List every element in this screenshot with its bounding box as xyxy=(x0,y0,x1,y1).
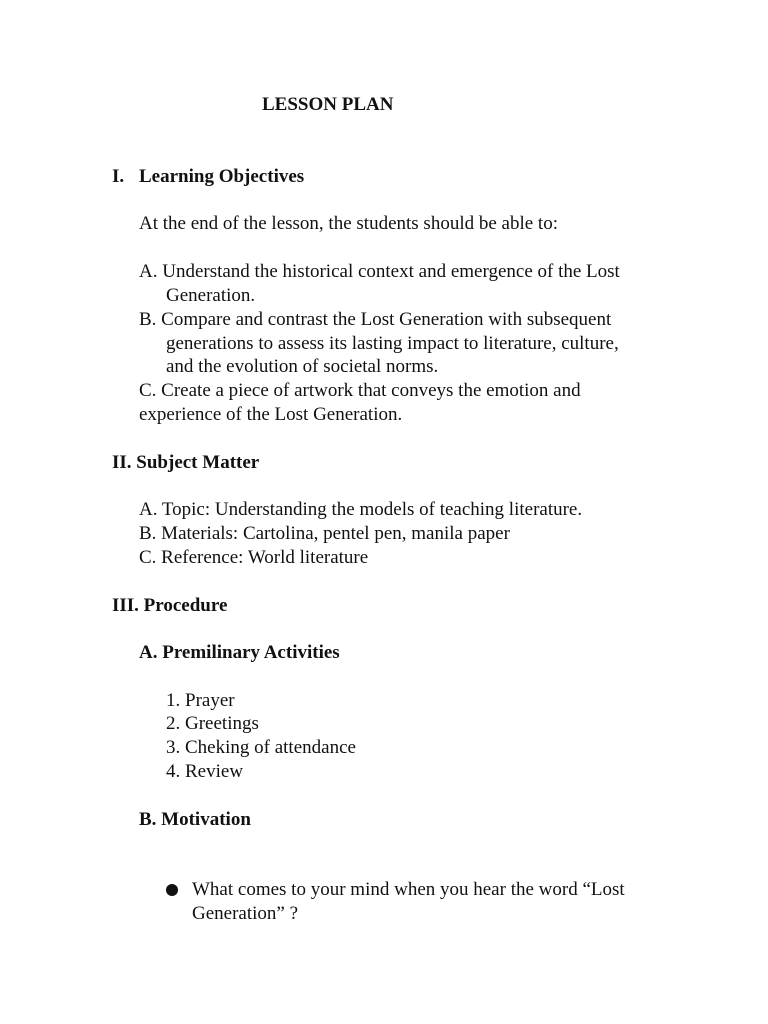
objective-b-line1: B. Compare and contrast the Lost Generation with subsequent xyxy=(139,309,612,330)
objective-a-line1: A. Understand the historical context and emergence of the Lost xyxy=(139,261,620,282)
section-3-heading: III. Procedure xyxy=(112,595,228,616)
motivation-heading: B. Motivation xyxy=(139,809,251,830)
objective-c-line2: experience of the Lost Generation. xyxy=(139,404,403,425)
activity-greetings: 2. Greetings xyxy=(166,713,259,734)
objective-b-line2: generations to assess its lasting impact to literature, culture, xyxy=(166,333,619,354)
section-1-number: I. xyxy=(112,166,125,187)
activity-prayer: 1. Prayer xyxy=(166,690,235,711)
section-1-heading: Learning Objectives xyxy=(139,166,305,187)
objective-c-line1: C. Create a piece of artwork that conveys the emotion and xyxy=(139,380,581,401)
bullet-icon xyxy=(166,884,178,896)
motivation-question-line1: What comes to your mind when you hear the word “Lost xyxy=(192,879,625,900)
subject-topic: A. Topic: Understanding the models of teaching literature. xyxy=(139,499,583,520)
section-2-heading: II. Subject Matter xyxy=(112,452,260,473)
activity-attendance: 3. Cheking of attendance xyxy=(166,737,356,758)
subject-reference: C. Reference: World literature xyxy=(139,547,369,568)
objective-b-line3: and the evolution of societal norms. xyxy=(166,356,439,377)
page-title: LESSON PLAN xyxy=(262,94,394,115)
objectives-intro: At the end of the lesson, the students should be able to: xyxy=(139,213,558,234)
preliminary-activities-heading: A. Premilinary Activities xyxy=(139,642,340,663)
objective-a-line2: Generation. xyxy=(166,285,256,306)
activity-review: 4. Review xyxy=(166,761,244,782)
subject-materials: B. Materials: Cartolina, pentel pen, manila paper xyxy=(139,523,510,544)
motivation-question-line2: Generation” ? xyxy=(192,903,299,924)
